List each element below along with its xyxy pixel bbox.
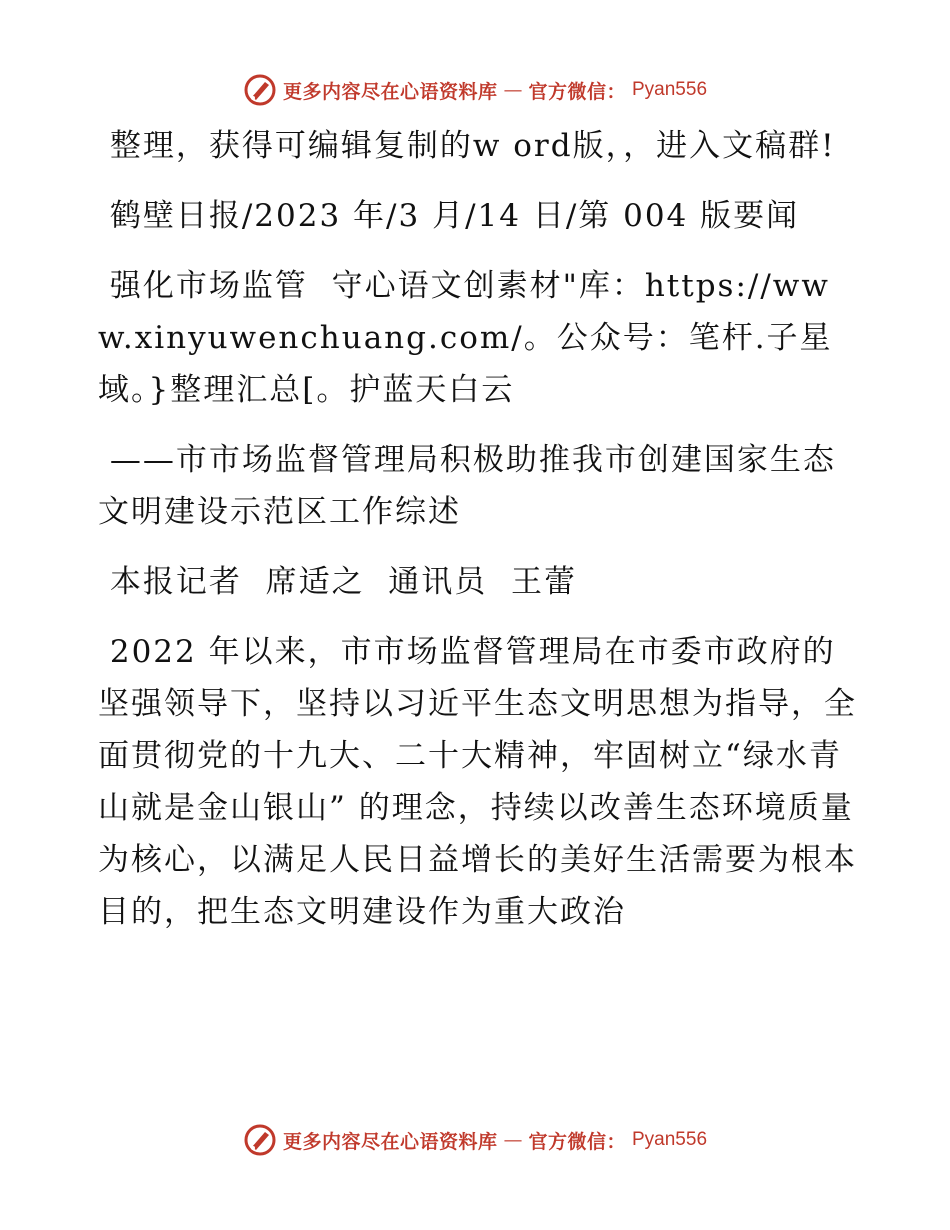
document-body <box>98 120 858 938</box>
brand-logo-icon <box>243 1123 277 1157</box>
banner-separator: — <box>503 79 523 101</box>
banner-wechat-id: Pyan556 <box>632 1129 708 1150</box>
brand-logo-icon <box>243 73 277 107</box>
byline: 本报记者 席适之 通讯员 王蕾 <box>98 564 577 600</box>
body-paragraph: 2022 年以来，市市场监督管理局在市委市政府的坚强领导下，坚持以习近平生态文明思想为指导，全面贯彻党的十九大、二十大精神，牢固树立“绿水青山就是金山银山” 的理念，持续以改善生态环境质量为核心，以满足人民日益增长的美好生活需要为根本目的，把生态文明建设作为重大政治 <box>98 634 857 930</box>
banner-separator: — <box>503 1129 523 1151</box>
intro-paragraph: 整理，获得可编辑复制的w ord版，，进入文稿群! <box>98 128 836 164</box>
article-title: 强化市场监管 守心语文创素材"库：https://www.xinyuwenchuang.com/。公众号：笔杆.子星域。}整理汇总[。护蓝天白云 <box>98 268 833 408</box>
footer-banner <box>0 1120 950 1160</box>
banner-wechat-id: Pyan556 <box>632 79 708 100</box>
banner-wechat-label: 官方微信： <box>528 1130 626 1153</box>
header-banner <box>0 70 950 110</box>
article-subtitle: ——市市场监督管理局积极助推我市创建国家生态文明建设示范区工作综述 <box>98 442 836 530</box>
source-line: 鹤壁日报/2023 年/3 月/14 日/第 004 版要闻 <box>98 198 800 234</box>
banner-text: 更多内容尽在心语资料库 <box>282 80 498 103</box>
banner-text: 更多内容尽在心语资料库 <box>282 1130 498 1153</box>
banner-wechat-label: 官方微信： <box>528 80 626 103</box>
